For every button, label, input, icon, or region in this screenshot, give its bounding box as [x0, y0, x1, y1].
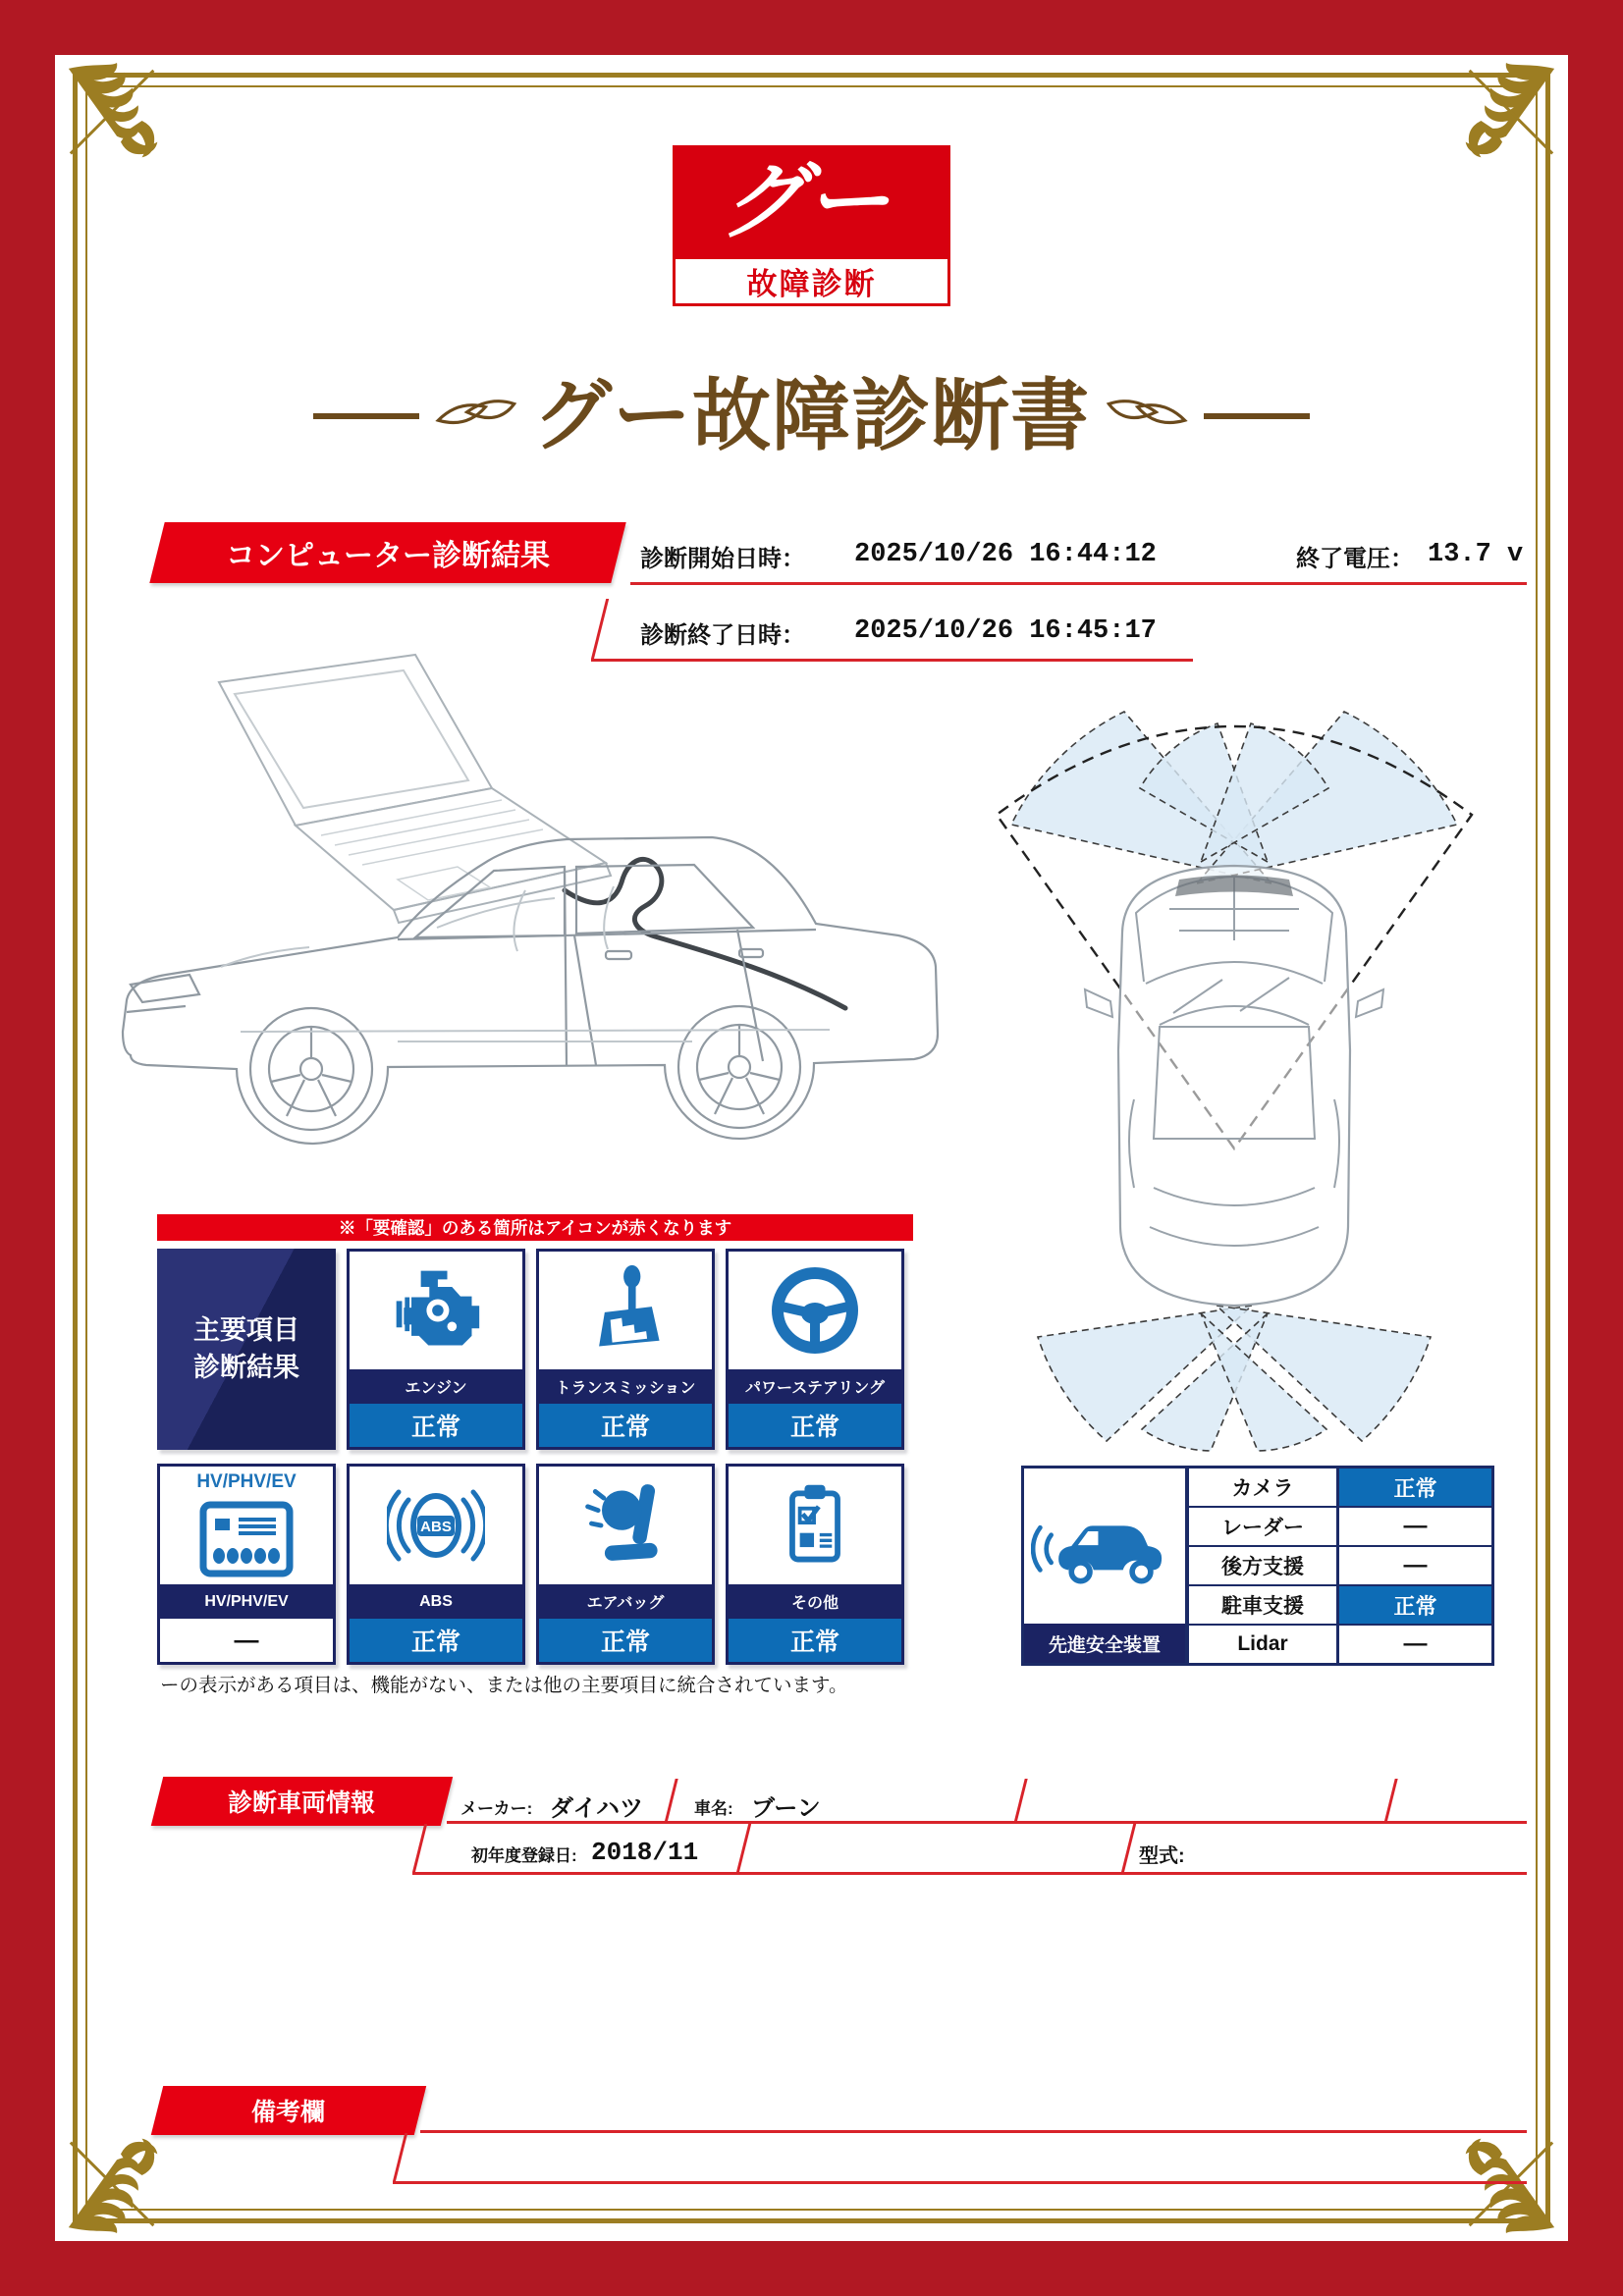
- field-slash: [665, 1779, 678, 1821]
- diagnosis-card-other: [726, 1464, 904, 1665]
- maker-label: メーカー:: [460, 1799, 533, 1818]
- row-value: 正常: [1339, 1468, 1491, 1506]
- transmission-icon: [539, 1252, 712, 1369]
- svg-text:ABS: ABS: [420, 1519, 452, 1535]
- remarks-header: 備考欄: [151, 2086, 426, 2135]
- card-status: 正常: [539, 1404, 712, 1447]
- diagnosis-card-engine: [347, 1249, 525, 1450]
- row-value: —: [1339, 1547, 1491, 1584]
- car-name-label: 車名:: [694, 1799, 733, 1818]
- goo-logo: [673, 145, 950, 306]
- corner-ornament-icon: [61, 2119, 177, 2235]
- notice-banner: ※「要確認」のある箇所はアイコンが赤くなります: [157, 1214, 913, 1241]
- row-label: レーダー: [1189, 1508, 1339, 1545]
- field-slash: [412, 1824, 427, 1872]
- row-label: カメラ: [1189, 1468, 1339, 1506]
- remarks-line1: [420, 2086, 1527, 2133]
- main-grid-header: [157, 1249, 336, 1450]
- card-status: —: [160, 1619, 333, 1662]
- diagnosis-start-label: 診断開始日時：: [640, 546, 805, 572]
- row-label: 後方支援: [1189, 1547, 1339, 1584]
- main-grid-header-line2: 診断結果: [193, 1352, 299, 1382]
- row-value: 正常: [1339, 1586, 1491, 1624]
- diagnosis-card-airbag: [536, 1464, 715, 1665]
- card-status: 正常: [729, 1619, 901, 1662]
- hv-unit-icon: [160, 1467, 333, 1584]
- clipboard-icon: [729, 1467, 901, 1584]
- model-code-label: 型式:: [1139, 1845, 1185, 1867]
- card-status: 正常: [350, 1619, 522, 1662]
- field-slash: [1014, 1779, 1028, 1821]
- card-label: その他: [729, 1584, 901, 1619]
- safety-car-icon: [1024, 1468, 1185, 1624]
- field-slash: [393, 2133, 407, 2181]
- card-label: トランスミッション: [539, 1369, 712, 1404]
- diagnosis-end-value: 2025/10/26 16:45:17: [854, 616, 1157, 646]
- page-title: グー故障診断書: [533, 372, 1090, 459]
- vehicle-info-row1: [447, 1779, 1527, 1824]
- field-slash: [736, 1824, 751, 1872]
- vehicle-info-header: 診断車両情報: [151, 1777, 453, 1826]
- steering-wheel-icon: [729, 1252, 901, 1369]
- diagnosis-card-power-steering: [726, 1249, 904, 1450]
- corner-ornament-icon: [1446, 61, 1562, 177]
- computer-diagnosis-header: コンピューター診断結果: [149, 522, 625, 583]
- first-registration-value: 2018/11: [591, 1838, 699, 1867]
- diagnosis-card-hv: [157, 1464, 336, 1665]
- title-rule-left: [313, 413, 419, 419]
- row-value: —: [1339, 1626, 1491, 1663]
- diagnosis-start-row: [630, 522, 1527, 585]
- safety-device-caption: 先進安全装置: [1024, 1624, 1185, 1663]
- corner-ornament-icon: [61, 61, 177, 177]
- remarks-line2: [393, 2133, 1527, 2184]
- card-status: 正常: [729, 1404, 901, 1447]
- card-label: ABS: [350, 1584, 522, 1619]
- end-voltage-label: 終了電圧：: [1296, 546, 1414, 572]
- grid-footnote: ーの表示がある項目は、機能がない、または他の主要項目に統合されています。: [160, 1675, 848, 1696]
- card-label: パワーステアリング: [729, 1369, 901, 1404]
- field-slash: [1121, 1824, 1136, 1872]
- row-value: —: [1339, 1508, 1491, 1545]
- engine-icon: [350, 1252, 522, 1369]
- title-rule-right: [1204, 413, 1310, 419]
- laptop-car-diagnostic-illustration: [103, 643, 967, 1178]
- card-status: 正常: [539, 1619, 712, 1662]
- field-slash: [1384, 1779, 1398, 1821]
- title-flourish-left-icon: [429, 394, 523, 439]
- table-row: [1189, 1586, 1491, 1626]
- first-registration-label: 初年度登録日:: [471, 1846, 577, 1865]
- car-name-value: ブーン: [751, 1795, 821, 1822]
- diagnosis-card-transmission: [536, 1249, 715, 1450]
- diagnosis-card-abs: [347, 1464, 525, 1665]
- row-label: Lidar: [1189, 1626, 1339, 1663]
- end-voltage-value: 13.7 v: [1428, 540, 1524, 569]
- diagnosis-start-value: 2025/10/26 16:44:12: [854, 540, 1157, 569]
- card-label: エンジン: [350, 1369, 522, 1404]
- row-label: 駐車支援: [1189, 1586, 1339, 1624]
- title-flourish-right-icon: [1100, 394, 1194, 439]
- diagnosis-end-label: 診断終了日時：: [640, 622, 805, 649]
- safety-device-table: [1186, 1466, 1494, 1666]
- vehicle-info-row2: [412, 1824, 1527, 1875]
- table-row: [1189, 1468, 1491, 1508]
- card-label: エアバッグ: [539, 1584, 712, 1619]
- table-row: [1189, 1626, 1491, 1663]
- goo-logo-subtitle: 故障診断: [676, 259, 947, 303]
- main-grid-header-line1: 主要項目: [193, 1314, 299, 1345]
- maker-value: ダイハツ: [550, 1795, 644, 1822]
- card-label: HV/PHV/EV: [160, 1584, 333, 1619]
- goo-logo-text: グー: [714, 154, 910, 249]
- hv-caption: HV/PHV/EV: [196, 1471, 297, 1492]
- table-row: [1189, 1508, 1491, 1547]
- table-row: [1189, 1547, 1491, 1586]
- abs-icon: [350, 1467, 522, 1584]
- airbag-icon: [539, 1467, 712, 1584]
- title-row: [0, 372, 1623, 459]
- card-status: 正常: [350, 1404, 522, 1447]
- car-topview-sensor-illustration: [977, 677, 1497, 1463]
- safety-device-cell: [1021, 1466, 1188, 1666]
